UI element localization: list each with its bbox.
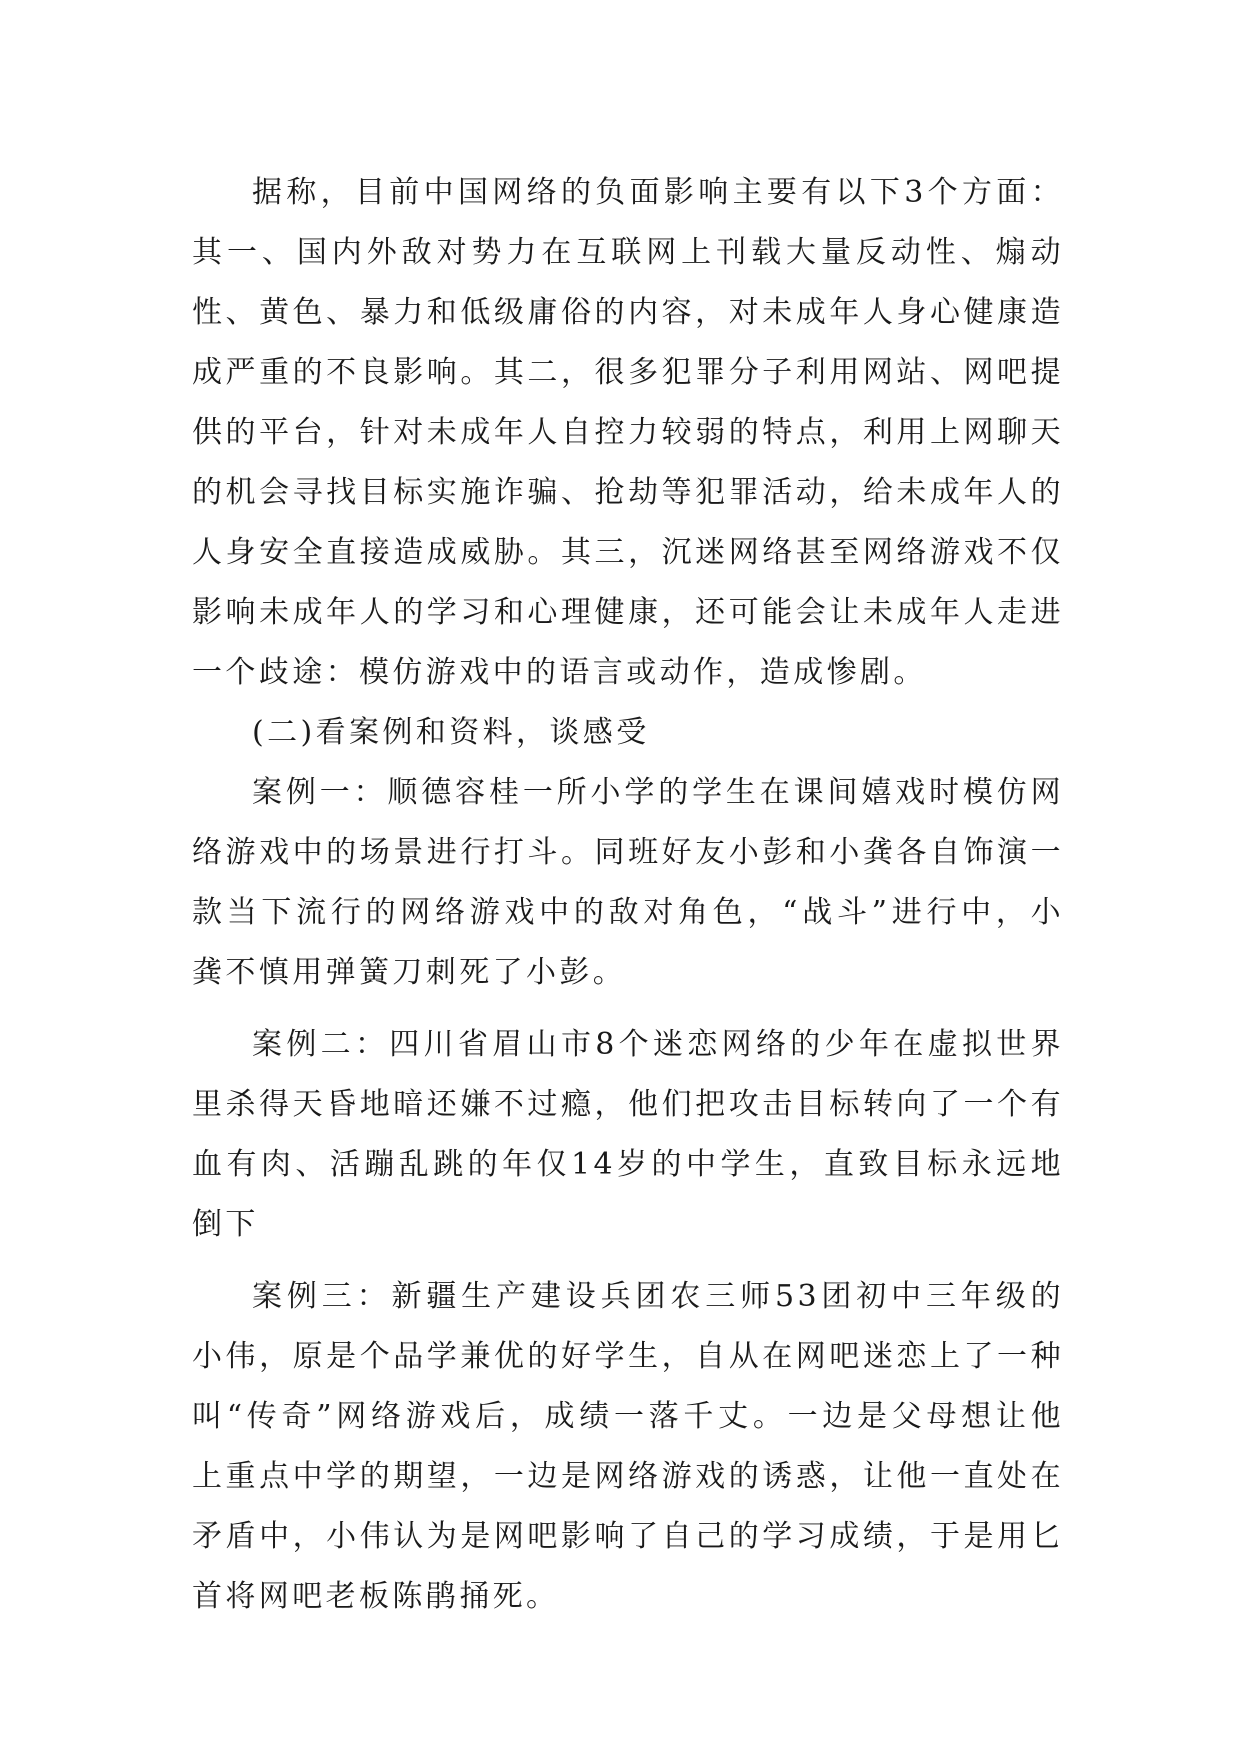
paragraph-case-three: 案例三：新疆生产建设兵团农三师53团初中三年级的小伟，原是个品学兼优的好学生，自从在网吧迷恋上了一种叫“传奇”网络游戏后，成绩一落千丈。一边是父母想让他上重点中学的期望，一边是网络游戏的诱惑，让他一直处在矛盾中，小伟认为是网吧影响了自己的学习成绩，于是用匕首将网吧老板陈鹃捅死。 bbox=[192, 1279, 1064, 1614]
paragraph-case-two: 案例二：四川省眉山市8个迷恋网络的少年在虚拟世界里杀得天昏地暗还嫌不过瘾，他们把攻击目标转向了一个有血有肉、活蹦乱跳的年仅14岁的中学生，直致目标永远地倒下 bbox=[192, 1027, 1064, 1242]
paragraph-negative-impacts: 据称，目前中国网络的负面影响主要有以下3个方面：其一、国内外敌对势力在互联网上刊载大量反动性、煽动性、黄色、暴力和低级庸俗的内容，对未成年人身心健康造成严重的不良影响。其二，很多犯罪分子利用网站、网吧提供的平台，针对未成年人自控力较弱的特点，利用上网聊天的机会寻找目标实施诈骗、抢劫等犯罪活动，给未成年人的人身安全直接造成威胁。其三，沉迷网络甚至网络游戏不仅影响未成年人的学习和心理健康，还可能会让未成年人走进一个歧途：模仿游戏中的语言或动作，造成惨剧。 bbox=[192, 175, 1064, 690]
paragraph-case-one: 案例一：顺德容桂一所小学的学生在课间嬉戏时模仿网络游戏中的场景进行打斗。同班好友小彭和小龚各自饰演一款当下流行的网络游戏中的敌对角色，“战斗”进行中，小龚不慎用弹簧刀刺死了小彭。 bbox=[192, 775, 1064, 990]
section-heading: (二)看案例和资料，谈感受 bbox=[252, 715, 650, 750]
document-body bbox=[192, 163, 1064, 1627]
